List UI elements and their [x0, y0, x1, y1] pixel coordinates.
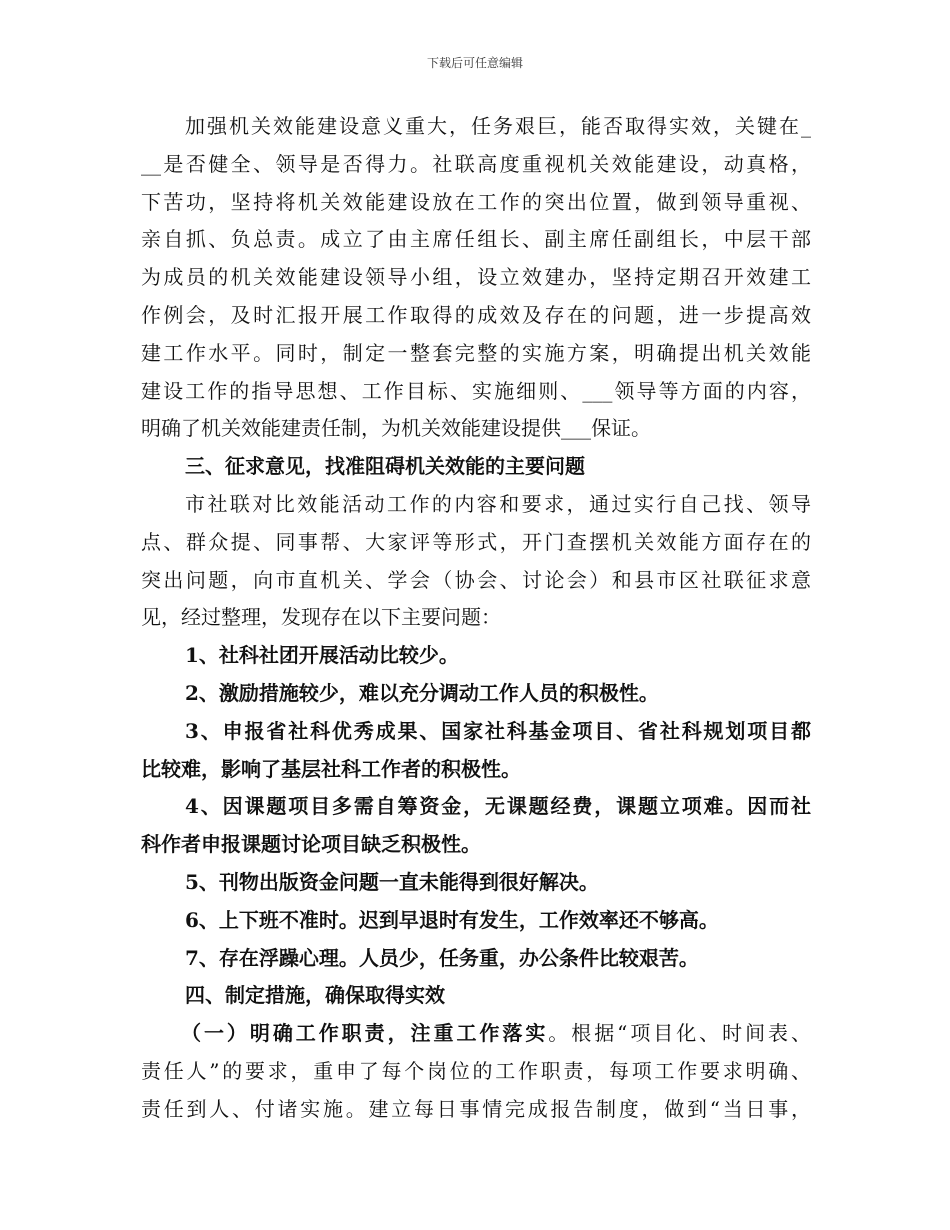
- paragraph1-line-6: 作例会，及时汇报开展工作取得的成效及存在的问题，进一步提高效: [141, 302, 811, 327]
- section3-intro-line-4: 见，经过整理，发现存在以下主要问题：: [141, 605, 501, 630]
- paragraph1-line-1: 加强机关效能建设意义重大，任务艰巨，能否取得实效，关键在_: [185, 114, 811, 138]
- problem-item-3-line-2: 比较难，影响了基层社科工作者的积极性。: [141, 756, 521, 781]
- section4-sub1-line-1: [141, 1015, 811, 1053]
- paragraph1-line-4: 亲自抓、负总责。成立了由主席任组长、副主席任副组长，中层干部: [141, 227, 811, 252]
- paragraph1-line-3: 下苦功，坚持将机关效能建设放在工作的突出位置，做到领导重视、: [141, 189, 811, 214]
- paragraph1-line-9: 明确了机关效能建责任制，为机关效能建设提供___保证。: [141, 416, 651, 441]
- section3-intro-line-2: 点、群众提、同事帮、大家评等形式，开门查摆机关效能方面存在的: [141, 529, 811, 554]
- section4-sub1-line-2: 责任人”的要求，重申了每个岗位的工作职责，每项工作要求明确、: [141, 1058, 811, 1083]
- problem-item-4-line-2: 科作者申报课题讨论项目缺乏积极性。: [141, 832, 481, 857]
- problem-item-1: 1、社科社团开展活动比较少。: [185, 643, 459, 668]
- problem-item-3-line-1: 3、申报省社科优秀成果、国家社科基金项目、省社科规划项目都: [185, 718, 811, 743]
- section4-sub1-line-3: 责任到人、付诸实施。建立每日事情完成报告制度，做到“当日事，: [141, 1096, 811, 1121]
- paragraph1-line-7: 建工作水平。同时，制定一整套完整的实施方案，明确提出机关效能: [141, 340, 811, 365]
- section4-sub1-text-first: 。根据“项目化、时间表、: [548, 1021, 811, 1046]
- problem-item-2: 2、激励措施较少，难以充分调动工作人员的积极性。: [185, 680, 659, 705]
- problem-item-5: 5、刊物出版资金问题一直未能得到很好解决。: [185, 869, 599, 894]
- section3-intro-line-1: 市社联对比效能活动工作的内容和要求，通过实行自己找、领导: [185, 491, 811, 516]
- section3-intro-line-3: 突出问题，向市直机关、学会（协会、讨论会）和县市区社联征求意: [141, 567, 811, 592]
- problem-item-6: 6、上下班不准时。迟到早退时有发生，工作效率还不够高。: [185, 907, 719, 932]
- page-header: 下载后可任意编辑: [426, 56, 523, 70]
- document-body: [141, 108, 811, 1129]
- section4-heading: 四、制定措施，确保取得实效: [185, 983, 445, 1008]
- problem-item-4-line-1: 4、因课题项目多需自筹资金，无课题经费，课题立项难。因而社: [185, 794, 811, 819]
- problem-item-7: 7、存在浮躁心理。人员少，任务重，办公条件比较艰苦。: [185, 945, 699, 970]
- paragraph1-line-5: 为成员的机关效能建设领导小组，设立效建办，坚持定期召开效建工: [141, 265, 811, 290]
- paragraph1-line-8: 建设工作的指导思想、工作目标、实施细则、___领导等方面的内容，: [141, 378, 811, 403]
- paragraph1-line-2: __是否健全、领导是否得力。社联高度重视机关效能建设，动真格，: [141, 151, 811, 176]
- section3-heading: 三、征求意见，找准阻碍机关效能的主要问题: [185, 454, 585, 479]
- section4-sub1-title: （一）明确工作职责，注重工作落实: [181, 1021, 549, 1046]
